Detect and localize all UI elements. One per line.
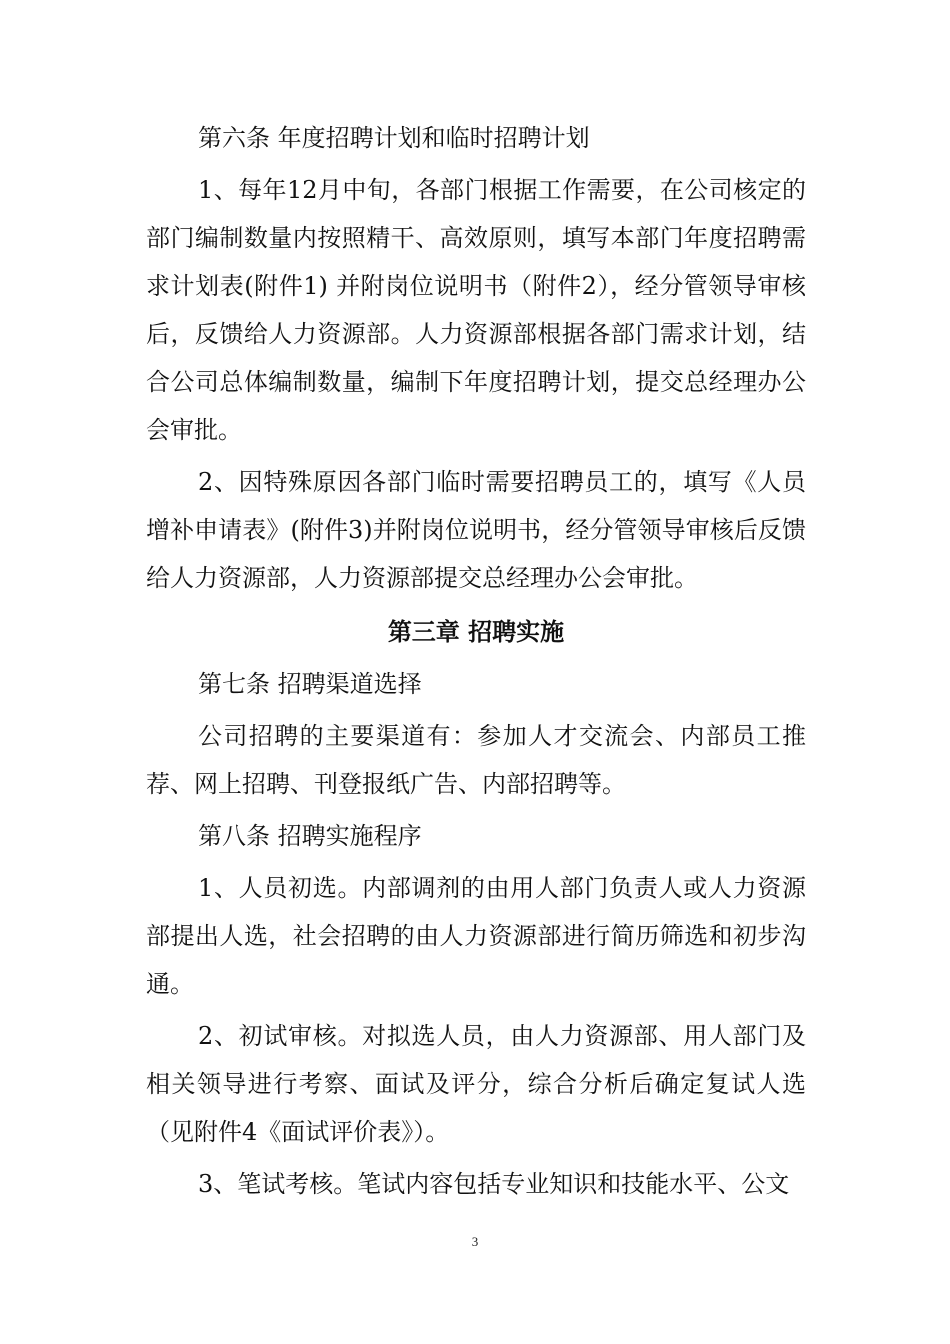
article-7-paragraph-1: 公司招聘的主要渠道有：参加人才交流会、内部员工推荐、网上招聘、刊登报纸广告、内部招聘等。 bbox=[146, 722, 806, 798]
page-number: 3 bbox=[471, 1234, 479, 1249]
document-body bbox=[146, 114, 806, 1208]
article-6-paragraph-1: 1、每年12月中旬，各部门根据工作需要，在公司核定的部门编制数量内按照精干、高效原则，填写本部门年度招聘需求计划表(附件1) 并附岗位说明书（附件2），经分管领导审核后，反馈给人力资源部。人力资源部根据各部门需求计划，结合公司总体编制数量，编制下年度招聘计划，提交总经理办公会审批。 bbox=[146, 176, 806, 444]
article-7-title: 第七条 招聘渠道选择 bbox=[198, 670, 422, 698]
article-6-title: 第六条 年度招聘计划和临时招聘计划 bbox=[198, 124, 590, 152]
article-6-paragraph-2: 2、因特殊原因各部门临时需要招聘员工的，填写《人员增补申请表》(附件3)并附岗位说明书，经分管领导审核后反馈给人力资源部，人力资源部提交总经理办公会审批。 bbox=[146, 468, 806, 592]
article-8-paragraph-1: 1、人员初选。内部调剂的由用人部门负责人或人力资源部提出人选，社会招聘的由人力资源部进行简历筛选和初步沟通。 bbox=[146, 874, 806, 998]
article-8-title: 第八条 招聘实施程序 bbox=[198, 822, 422, 850]
article-8-paragraph-3: 3、笔试考核。笔试内容包括专业知识和技能水平、公文 bbox=[198, 1170, 790, 1198]
chapter-3-heading: 第三章 招聘实施 bbox=[387, 617, 565, 646]
article-8-paragraph-2: 2、初试审核。对拟选人员，由人力资源部、用人部门及相关领导进行考察、面试及评分，综合分析后确定复试人选（见附件4《面试评价表》）。 bbox=[146, 1022, 806, 1146]
